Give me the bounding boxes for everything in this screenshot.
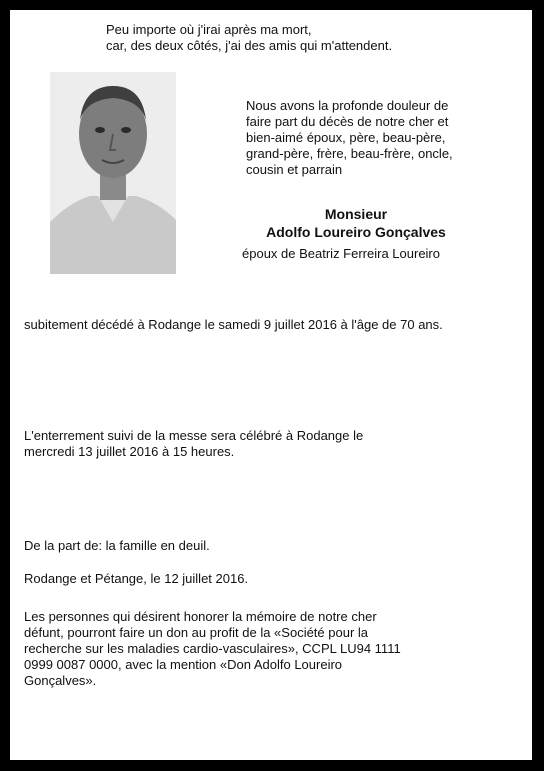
epigraph-quote bbox=[106, 22, 392, 54]
announcement-line: Nous avons la profonde douleur de bbox=[246, 98, 449, 113]
announcement-line: grand-père, frère, beau-frère, oncle, bbox=[246, 146, 453, 161]
announcement-line: bien-aimé époux, père, beau-père, bbox=[246, 130, 446, 145]
place-date: Rodange et Pétange, le 12 juillet 2016. bbox=[24, 571, 249, 586]
family-signature: De la part de: la famille en deuil. bbox=[24, 538, 210, 553]
donation-line: Les personnes qui désirent honorer la mémoire de notre cher bbox=[24, 609, 377, 624]
donation-line: 0999 0087 0000, avec la mention «Don Adolfo Loureiro bbox=[24, 657, 343, 672]
donation-line: défunt, pourront faire un don au profit de la «Société pour la bbox=[24, 625, 369, 640]
quote-line: Peu importe où j'irai après ma mort, bbox=[106, 22, 312, 37]
funeral-line: L'enterrement suivi de la messe sera célébré à Rodange le bbox=[24, 428, 364, 443]
portrait-photo bbox=[50, 72, 176, 274]
obituary-page bbox=[10, 10, 532, 760]
deceased-heading bbox=[246, 205, 466, 241]
spouse-line: époux de Beatriz Ferreira Loureiro bbox=[242, 246, 440, 261]
quote-line: car, des deux côtés, j'ai des amis qui m'attendent. bbox=[106, 38, 393, 53]
announcement-line: cousin et parrain bbox=[246, 162, 343, 177]
funeral-notice bbox=[24, 428, 363, 460]
deceased-name: Adolfo Loureiro Gonçalves bbox=[266, 224, 446, 240]
donation-notice bbox=[24, 609, 401, 689]
donation-line: recherche sur les maladies cardio-vasculaires», CCPL LU94 1111 bbox=[24, 641, 401, 656]
death-notice: subitement décédé à Rodange le samedi 9 juillet 2016 à l'âge de 70 ans. bbox=[24, 317, 443, 332]
funeral-line: mercredi 13 juillet 2016 à 15 heures. bbox=[24, 444, 235, 459]
deceased-title: Monsieur bbox=[324, 206, 388, 222]
announcement-line: faire part du décès de notre cher et bbox=[246, 114, 449, 129]
portrait-image bbox=[50, 72, 176, 274]
announcement-text bbox=[246, 98, 453, 178]
donation-line: Gonçalves». bbox=[24, 673, 97, 688]
